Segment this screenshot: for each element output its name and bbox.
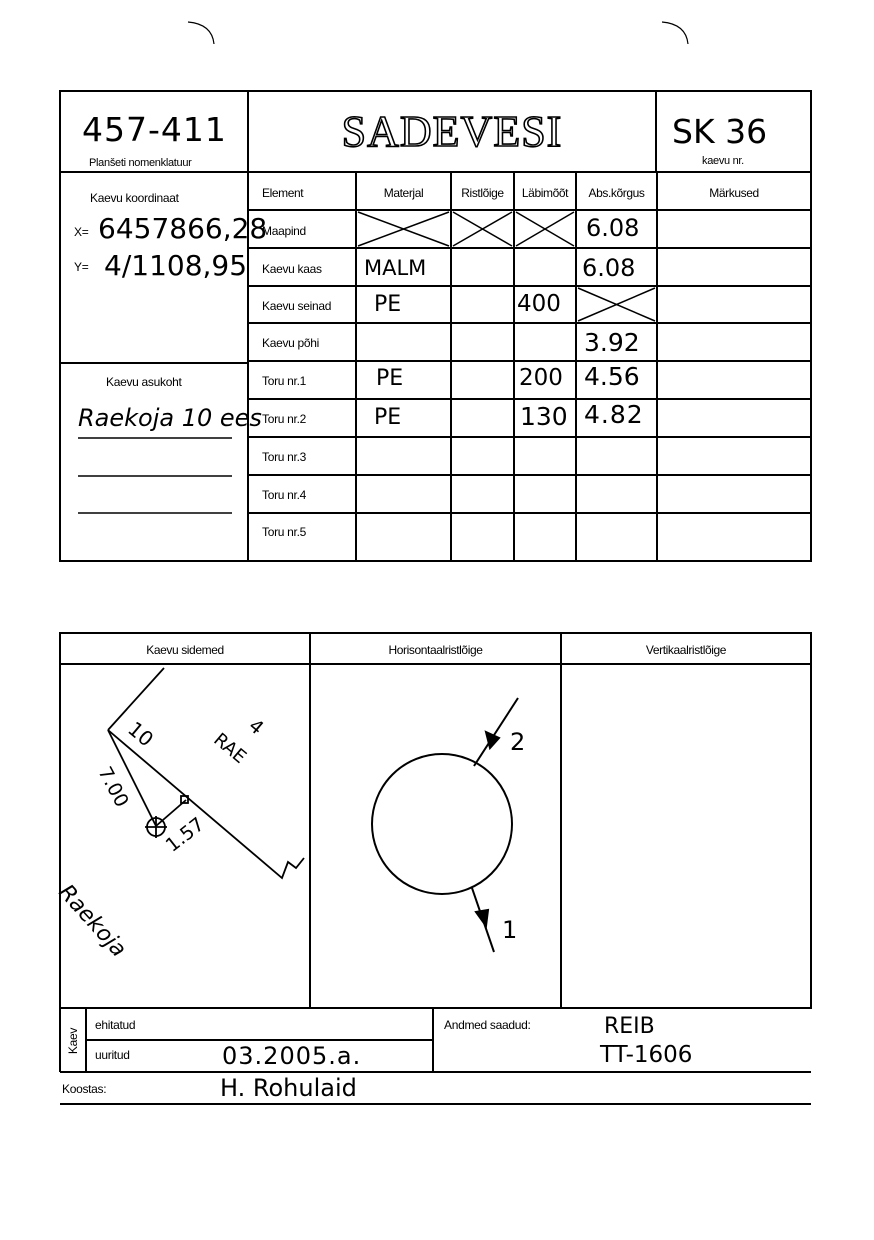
row-element-label: Toru nr.3 [262,450,306,464]
compiled-by-value: H. Rohulaid [220,1074,357,1102]
data-source-value-1: REIB [604,1014,655,1039]
sketch-distance-157: 1.57 [161,813,209,857]
cell-height-pipe2: 4.82 [584,400,644,429]
cell-height-lid: 6.08 [582,254,636,282]
punch-mark-left [188,22,214,44]
sketch-street-number: 4 [244,714,268,740]
pipe-label-2: 2 [510,728,526,756]
sketch-distance-10: 10 [123,716,159,752]
sketch-street-rae: RAE [209,729,251,768]
col-header-element: Element [262,186,304,200]
row-element-label: Toru nr.4 [262,488,306,502]
sketch-distance-700: 7.00 [93,763,133,811]
col-header-diameter: Läbimõõt [521,186,569,200]
site-sketch [108,668,304,878]
surveyed-date: 03.2005.a. [222,1042,362,1070]
cell-diameter-pipe2: 130 [520,402,568,431]
col-header-abs-height: Abs.kõrgus [588,186,645,200]
row-element-label: Toru nr.5 [262,525,306,539]
col-header-material: Materjal [383,186,424,200]
row-element-label: Kaevu seinad [262,299,332,313]
surveyed-label: uuritud [95,1048,130,1062]
row-element-label: Kaevu põhi [262,336,320,350]
section-header-horizontal: Horisontaalristlõige [388,643,483,657]
location-value: Raekoja 10 ees [78,404,262,432]
cell-material-pipe1: PE [376,366,404,391]
well-number-label: kaevu nr. [702,155,744,167]
nomenclature-value: 457-411 [82,110,227,149]
y-prefix: Y= [74,260,89,274]
col-header-notes: Märkused [709,186,759,200]
cell-material-pipe2: PE [374,405,402,430]
footer-side-label: Kaev [66,1027,80,1055]
cell-height-bottom: 3.92 [584,328,640,357]
x-coordinate: 6457866,28 [98,212,268,245]
col-header-cross-section: Ristlõige [461,186,504,200]
section-header-vertical: Vertikaalristlõige [645,643,727,657]
row-element-label: Maapind [262,224,306,238]
cell-diameter-pipe1: 200 [519,365,563,391]
cell-diameter-walls: 400 [517,291,561,317]
data-source-value-2: TT-1606 [600,1042,693,1068]
built-label: ehitatud [95,1018,136,1032]
section-header-connections: Kaevu sidemed [146,643,224,657]
punch-mark-right [662,22,688,44]
well-number-value: SK 36 [672,112,768,151]
row-element-label: Toru nr.2 [262,412,306,426]
horizontal-section [372,698,518,952]
x-prefix: X= [74,225,89,239]
sketch-street-raekoja: Raekoja [53,880,131,963]
location-label: Kaevu asukoht [106,375,182,389]
row-element-label: Kaevu kaas [262,262,322,276]
nomenclature-label: Planšeti nomenklatuur [89,157,192,169]
row-element-label: Toru nr.1 [262,374,306,388]
cell-material-walls: PE [374,292,402,317]
compiled-by-label: Koostas: [62,1082,107,1096]
data-source-label: Andmed saadud: [444,1018,531,1032]
cell-height-pipe1: 4.56 [584,362,640,391]
pipe-label-1: 1 [502,916,518,944]
bottom-form-frame [60,633,811,1104]
page-title: SADEVESI [341,107,563,156]
coordinates-label: Kaevu koordinaat [90,191,179,205]
cell-material-lid: MALM [364,256,427,280]
cell-height-ground: 6.08 [586,214,640,242]
y-coordinate: 4/1108,95 [104,249,248,282]
